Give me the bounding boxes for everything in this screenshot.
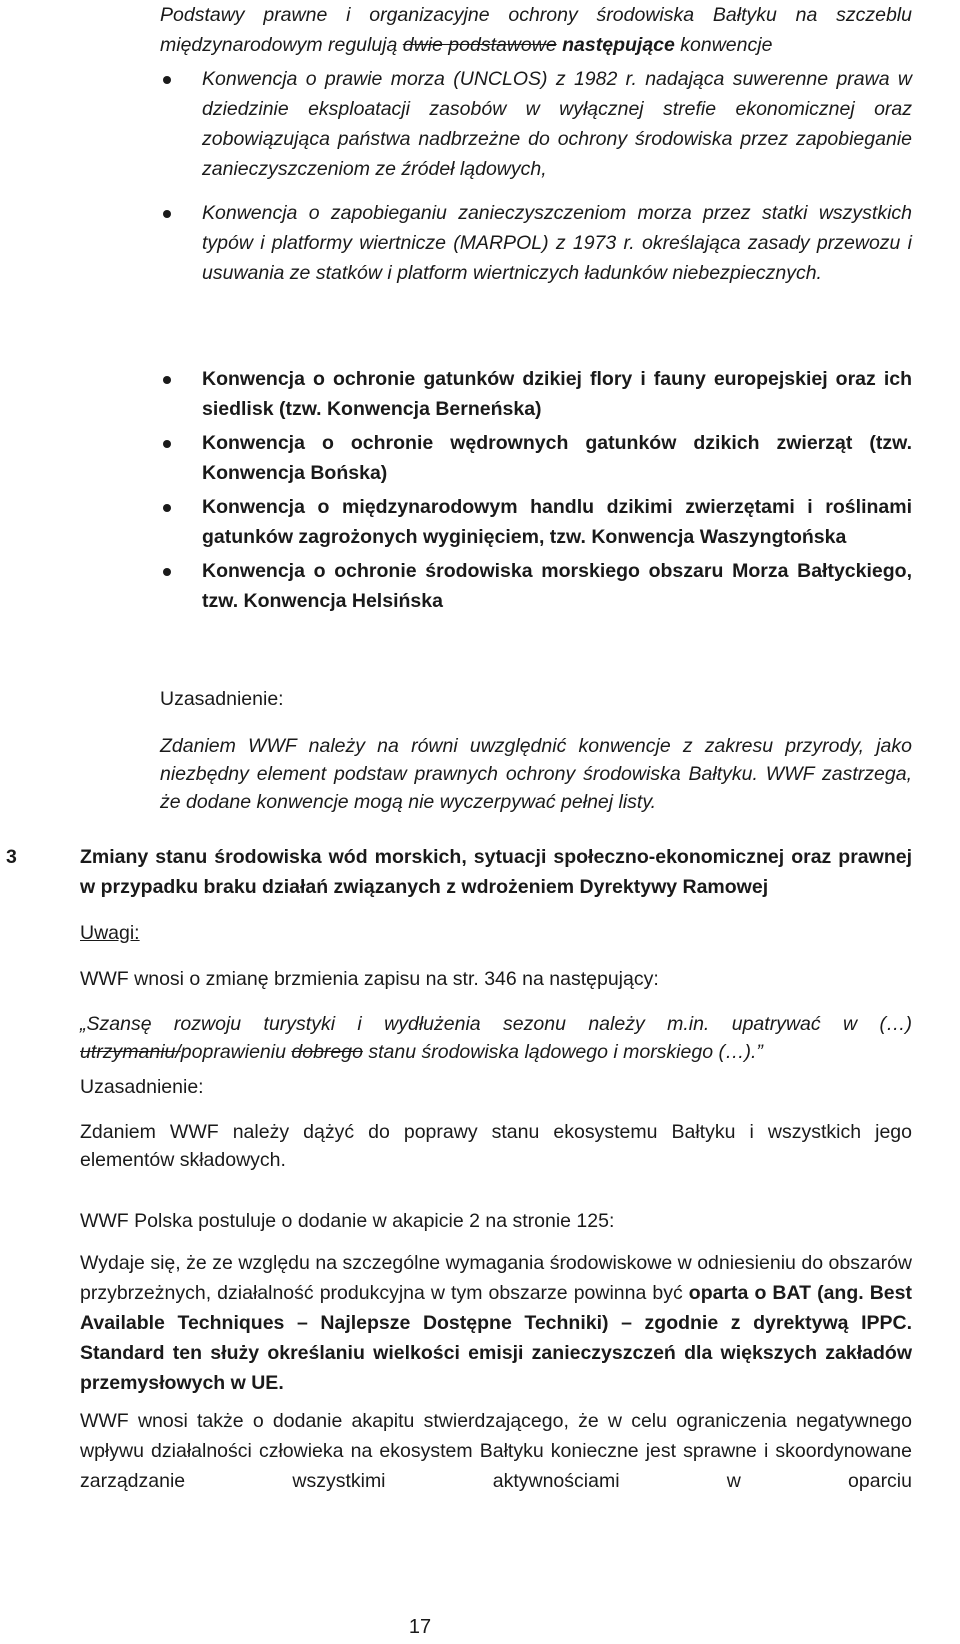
- list-item: Konwencja o zapobieganiu zanieczyszczeniom morza przez statki wszystkich typów i platformy wiertnicze (MARPOL) z 1973 r. określająca zasady przewozu i usuwania ze statków i platform wiertniczych ładunków niebezpiecznych.: [160, 198, 912, 288]
- convention-list-main: [160, 64, 912, 288]
- intro-text: Podstawy prawne i organizacyjne ochrony środowiska Bałtyku na szczeblu międzynarodowym regulują: [160, 4, 912, 56]
- postulate-heading: WWF Polska postuluje o dodanie w akapicie 2 na stronie 125:: [80, 1210, 615, 1232]
- convention-list-added: [160, 364, 912, 620]
- proposed-quote: „Szansę rozwoju turystyki i wydłużenia sezonu należy m.in. upatrywać w (…) utrzymaniu/poprawieniu dobrego stanu środowiska lądowego i morskiego (…).”: [80, 1013, 912, 1063]
- list-item: Konwencja o prawie morza (UNCLOS) z 1982 r. nadająca suwerenne prawa w dziedzinie eksploatacji zasobów w wyłącznej strefie ekonomicznej oraz zobowiązująca państwa nadbrzeżne do ochrony środowiska przez zapobieganie zanieczyszczeniom ze źródeł lądowych,: [160, 64, 912, 184]
- remarks-label: Uwagi:: [80, 922, 140, 944]
- bat-requirement: oparta o BAT (ang. Best Available Techniques – Najlepsze Dostępne Techniki) – zgodnie z dyrektywą IPPC. Standard ten służy określaniu wielkości emisji zanieczyszczeń dla większych zakładów przemysłowych w UE.: [80, 1282, 912, 1394]
- deleted-text: utrzymaniu/: [80, 1041, 181, 1063]
- remarks-text: WWF wnosi o zmianę brzmienia zapisu na str. 346 na następujący:: [80, 968, 659, 990]
- page-number: 17: [408, 1616, 432, 1638]
- list-item: Konwencja o międzynarodowym handlu dzikimi zwierzętami i roślinami gatunków zagrożonych wyginięciem, tzw. Konwencja Waszyngtońska: [160, 492, 912, 552]
- postulate-text: Wydaje się, że ze względu na szczególne wymagania środowiskowe w odniesieniu do obszarów przybrzeżnych, działalność produkcyjna w tym obszarze powinna być oparta o BAT (ang. Best Available Techniques – Najlepsze Dostępne Techniki) – zgodnie z dyrektywą IPPC. Standard ten służy określaniu wielkości emisji zanieczyszczeń dla większych zakładów przemysłowych w UE.: [80, 1252, 912, 1394]
- intro-paragraph: Podstawy prawne i organizacyjne ochrony środowiska Bałtyku na szczeblu międzynarodowym regulują dwie podstawowe następujące konwencje: [160, 4, 912, 56]
- list-item: Konwencja o ochronie środowiska morskiego obszaru Morza Bałtyckiego, tzw. Konwencja Helsińska: [160, 556, 912, 616]
- section-title: Zmiany stanu środowiska wód morskich, sytuacji społeczno-ekonomicznej oraz prawnej w przypadku braku działań związanych z wdrożeniem Dyrektywy Ramowej: [80, 846, 912, 898]
- list-item: Konwencja o ochronie wędrownych gatunków dzikich zwierząt (tzw. Konwencja Bońska): [160, 428, 912, 488]
- inserted-text: następujące: [562, 34, 675, 56]
- justification2-label: Uzasadnienie:: [80, 1076, 204, 1098]
- deleted-text: dobrego: [291, 1041, 363, 1063]
- justification2-text: Zdaniem WWF należy dążyć do poprawy stanu ekosystemu Bałtyku i wszystkich jego elementów składowych.: [80, 1121, 912, 1171]
- justification-label: Uzasadnienie:: [160, 688, 284, 710]
- list-item: Konwencja o ochronie gatunków dzikiej flory i fauny europejskiej oraz ich siedlisk (tzw. Konwencja Berneńska): [160, 364, 912, 424]
- section-number: 3: [6, 846, 17, 868]
- additional-paragraph: WWF wnosi także o dodanie akapitu stwierdzającego, że w celu ograniczenia negatywnego wpływu działalności człowieka na ekosystem Bałtyku konieczne jest sprawne i skoordynowane zarządzanie wszystkimi aktywnościami w oparciu: [80, 1410, 912, 1492]
- deleted-text: dwie podstawowe: [402, 34, 557, 56]
- justification-text: Zdaniem WWF należy na równi uwzględnić konwencje z zakresu przyrody, jako niezbędny element podstaw prawnych ochrony środowiska Bałtyku. WWF zastrzega, że dodane konwencje mogą nie wyczerpywać pełnej listy.: [160, 735, 912, 813]
